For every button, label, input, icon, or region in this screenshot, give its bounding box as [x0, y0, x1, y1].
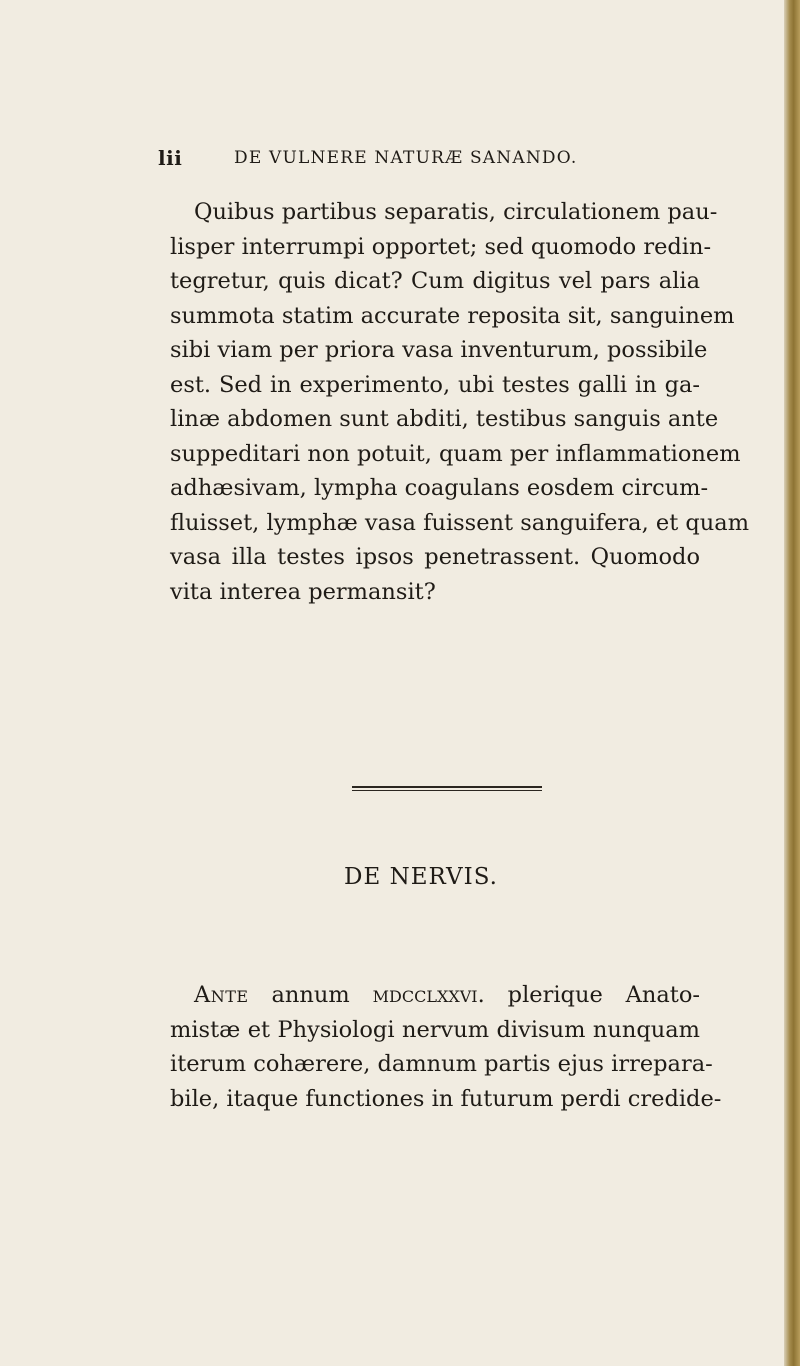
text-line: bile, itaque functiones in futurum perdi credide-	[170, 1085, 722, 1112]
text-line: adhæsivam, lympha coagulans eosdem circum-	[170, 475, 709, 501]
page-number: lii	[158, 146, 183, 170]
page-edge	[784, 0, 800, 1366]
section-divider	[352, 786, 542, 788]
section-divider-thin	[352, 790, 542, 791]
year-numeral: mdcclxxvi.	[372, 982, 485, 1008]
paragraph-circulation	[170, 195, 750, 609]
text-line: fluisset, lymphæ vasa fuissent sanguifera, et quam	[170, 509, 750, 536]
text-line: lisper interrumpi opportet; sed quomodo redin-	[170, 233, 712, 260]
text-line: tegretur, quis dicat? Cum digitus vel pars alia	[170, 268, 700, 294]
text-line: vasa illa testes ipsos penetrassent. Quomodo	[170, 544, 700, 570]
text-line: linæ abdomen sunt abditi, testibus sanguis ante	[170, 406, 719, 432]
text-line: mistæ et Physiologi nervum divisum nunquam	[170, 1016, 700, 1043]
text-line: sibi viam per priora vasa inventurum, possibile	[170, 337, 708, 363]
paragraph-nerves	[170, 978, 722, 1116]
text-fragment: annum	[248, 982, 373, 1008]
text-fragment: plerique Anato-	[484, 982, 700, 1008]
text-line: est. Sed in experimento, ubi testes galli in ga-	[170, 371, 700, 398]
text-line-first	[170, 978, 700, 1013]
text-line: summota statim accurate reposita sit, sanguinem	[170, 302, 735, 329]
text-line: iterum cohærere, damnum partis ejus irrepara-	[170, 1051, 713, 1077]
section-heading: DE NERVIS.	[344, 864, 498, 890]
lead-word: Ante	[194, 982, 249, 1008]
running-head	[158, 146, 718, 176]
text-line: suppeditari non potuit, quam per inflammationem	[170, 440, 741, 467]
text-line: Quibus partibus separatis, circulationem pau-	[194, 199, 718, 225]
running-title: DE VULNERE NATURÆ SANANDO.	[234, 148, 578, 168]
text-line: vita interea permansit?	[170, 578, 436, 605]
